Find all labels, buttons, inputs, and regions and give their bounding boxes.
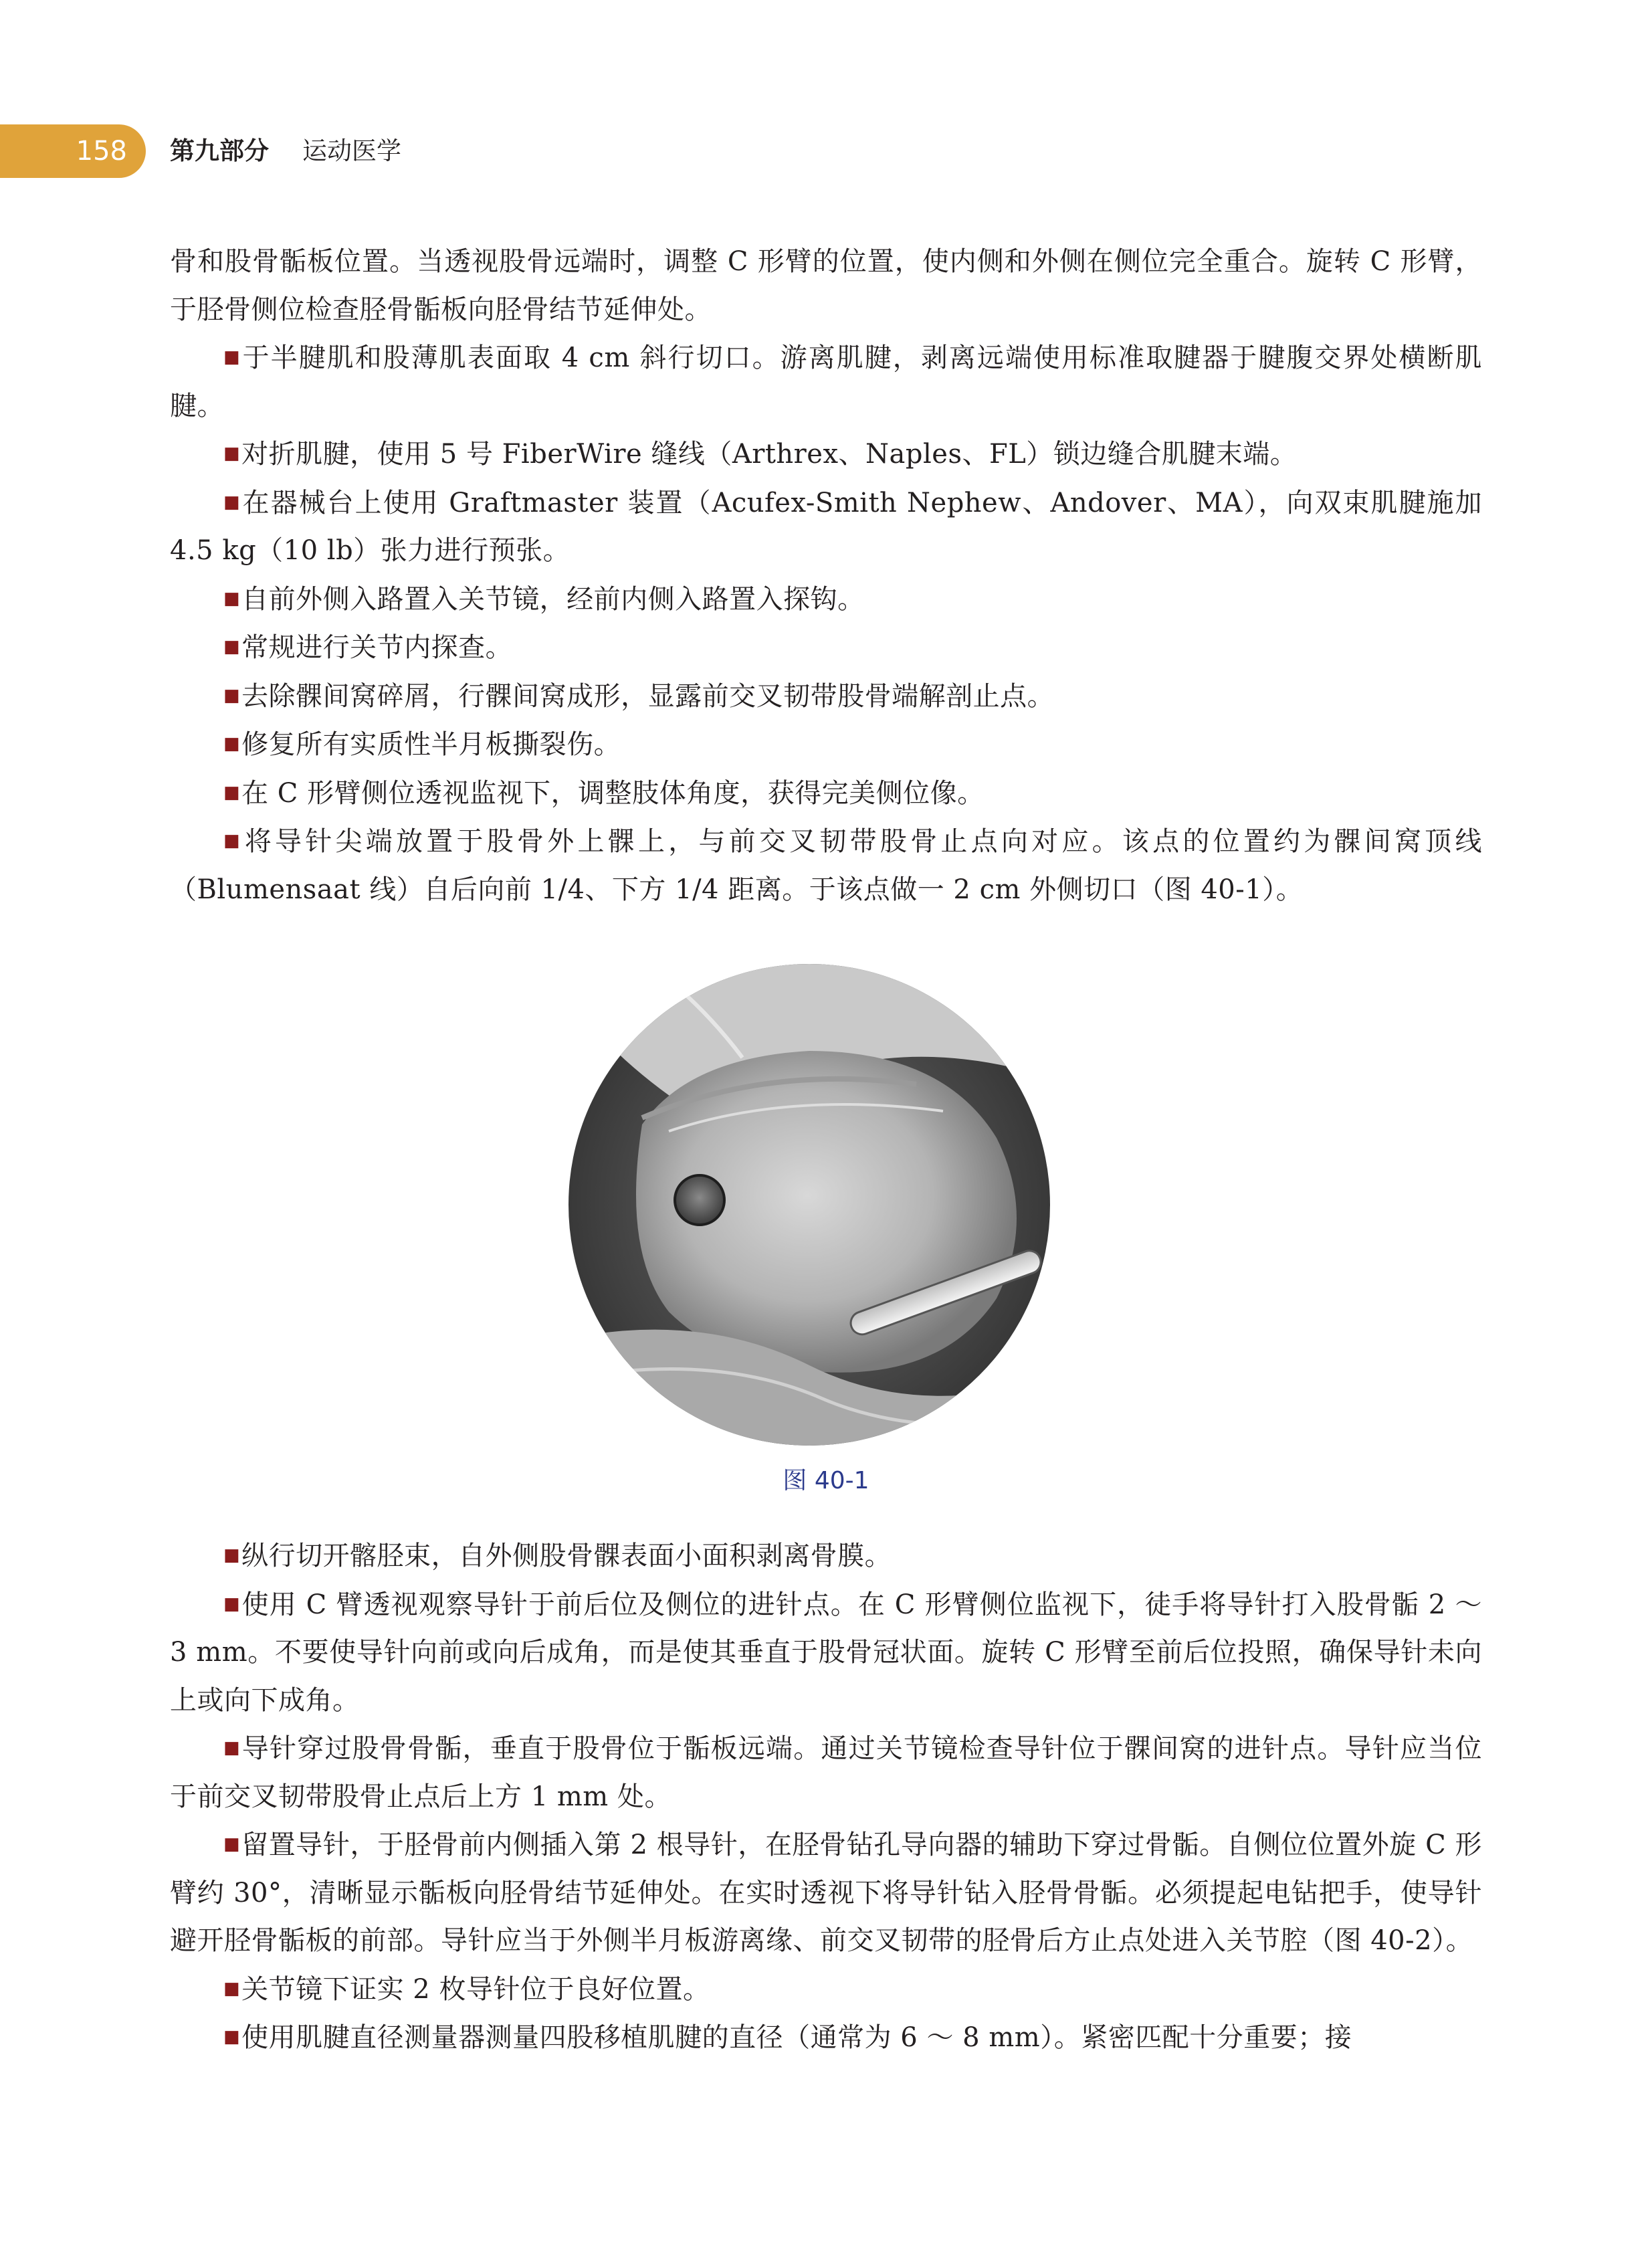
page-header bbox=[0, 124, 1652, 178]
paragraph-text: 自前外侧入路置入关节镜，经前内侧入路置入探钩。 bbox=[241, 583, 865, 615]
bullet-square-icon: ■ bbox=[223, 444, 241, 464]
paragraph-text: 于半腱肌和股薄肌表面取 4 cm 斜行切口。游离肌腱，剥离远端使用标准取腱器于腱腹交界处横断肌腱。 bbox=[170, 342, 1482, 421]
paragraph-text: 纵行切开髂胫束，自外侧股骨髁表面小面积剥离骨膜。 bbox=[241, 1541, 892, 1571]
bullet-square-icon: ■ bbox=[223, 685, 241, 706]
paragraph bbox=[170, 623, 1482, 672]
part-title: 第九部分 bbox=[170, 136, 269, 165]
body-text-bottom bbox=[170, 1532, 1482, 2062]
bullet-square-icon: ■ bbox=[223, 1978, 241, 1999]
figure-caption: 图 40-1 bbox=[783, 1467, 869, 1494]
paragraph-text: 在 C 形臂侧位透视监视下，调整肢体角度，获得完美侧位像。 bbox=[241, 777, 985, 809]
bullet-square-icon: ■ bbox=[223, 1834, 241, 1854]
paragraph-text: 常规进行关节内探查。 bbox=[241, 632, 513, 663]
paragraph bbox=[170, 479, 1482, 575]
paragraph bbox=[170, 1965, 1482, 2014]
paragraph bbox=[170, 430, 1482, 479]
paragraph bbox=[170, 334, 1482, 430]
body-text-top bbox=[170, 238, 1482, 914]
paragraph-text: 留置导针，于胫骨前内侧插入第 2 根导针，在胫骨钻孔导向器的辅助下穿过骨骺。自侧位位置外旋 C 形臂约 30°，清晰显示骺板向胫骨结节延伸处。在实时透视下将导针钻入胫骨骨骺。必须提起电钻把手，使导针避开胫骨骺板的前部。导针应当于外侧半月板游离缘、前交叉韧带的胫骨后方止点处进入关节腔（图 40-2）。 bbox=[170, 1830, 1482, 1956]
paragraph-text: 将导针尖端放置于股骨外上髁上，与前交叉韧带股骨止点向对应。该点的位置约为髁间窝顶线（Blumensaat 线）自后向前 1/4、下方 1/4 距离。于该点做一 2 cm 外侧切口（图 40-1）。 bbox=[170, 826, 1482, 905]
paragraph bbox=[170, 817, 1482, 914]
bullet-square-icon: ■ bbox=[223, 831, 243, 851]
paragraph-text: 在器械台上使用 Graftmaster 装置（Acufex-Smith Nephew、Andover、MA），向双束肌腱施加 4.5 kg（10 lb）张力进行预张。 bbox=[170, 487, 1482, 566]
bullet-square-icon: ■ bbox=[223, 492, 241, 512]
bullet-square-icon: ■ bbox=[223, 588, 241, 609]
paragraph bbox=[170, 720, 1482, 769]
paragraph-text: 对折肌腱，使用 5 号 FiberWire 缝线（Arthrex、Naples、FL）锁边缝合肌腱末端。 bbox=[241, 439, 1298, 470]
paragraph-text: 修复所有实质性半月板撕裂伤。 bbox=[241, 729, 621, 760]
paragraph bbox=[170, 1821, 1482, 1965]
bullet-square-icon: ■ bbox=[223, 1593, 241, 1614]
paragraph-text: 使用 C 臂透视观察导针于前后位及侧位的进针点。在 C 形臂侧位监视下，徒手将导针打入股骨骺 2 ～ 3 mm。不要使导针向前或向后成角，而是使其垂直于股骨冠状面。旋转 C 形臂至前后位投照，确保导针未向上或向下成角。 bbox=[170, 1589, 1482, 1716]
bullet-square-icon: ■ bbox=[223, 782, 241, 803]
paragraph-text: 骨和股骨骺板位置。当透视股骨远端时，调整 C 形臂的位置，使内侧和外侧在侧位完全重合。旋转 C 形臂，于胫骨侧位检查胫骨骺板向胫骨结节延伸处。 bbox=[170, 246, 1482, 325]
paragraph bbox=[170, 769, 1482, 818]
paragraph bbox=[170, 1725, 1482, 1821]
paragraph-text: 去除髁间窝碎屑，行髁间窝成形，显露前交叉韧带股骨端解剖止点。 bbox=[241, 680, 1055, 712]
paragraph-text: 导针穿过股骨骨骺，垂直于股骨位于骺板远端。通过关节镜检查导针位于髁间窝的进针点。导针应当位于前交叉韧带股骨止点后上方 1 mm 处。 bbox=[170, 1733, 1482, 1812]
paragraph bbox=[170, 575, 1482, 624]
paragraph bbox=[170, 1532, 1482, 1581]
paragraph bbox=[170, 238, 1482, 334]
paragraph-text: 使用肌腱直径测量器测量四股移植肌腱的直径（通常为 6 ～ 8 mm）。紧密匹配十分重要；接 bbox=[241, 2022, 1352, 2053]
bullet-square-icon: ■ bbox=[223, 1738, 241, 1758]
bullet-square-icon: ■ bbox=[223, 347, 241, 367]
bullet-square-icon: ■ bbox=[223, 637, 241, 657]
paragraph bbox=[170, 1581, 1482, 1725]
bullet-square-icon: ■ bbox=[223, 2027, 241, 2047]
paragraph-text: 关节镜下证实 2 枚导针位于良好位置。 bbox=[241, 1973, 710, 2005]
section-title: 运动医学 bbox=[302, 136, 401, 165]
page-number-badge: 158 bbox=[0, 124, 146, 178]
paragraph bbox=[170, 672, 1482, 721]
bullet-square-icon: ■ bbox=[223, 734, 241, 754]
paragraph bbox=[170, 2013, 1482, 2062]
knee-xray-image bbox=[569, 964, 1050, 1446]
xray-figure bbox=[569, 964, 1050, 1446]
bullet-square-icon: ■ bbox=[223, 1545, 241, 1565]
